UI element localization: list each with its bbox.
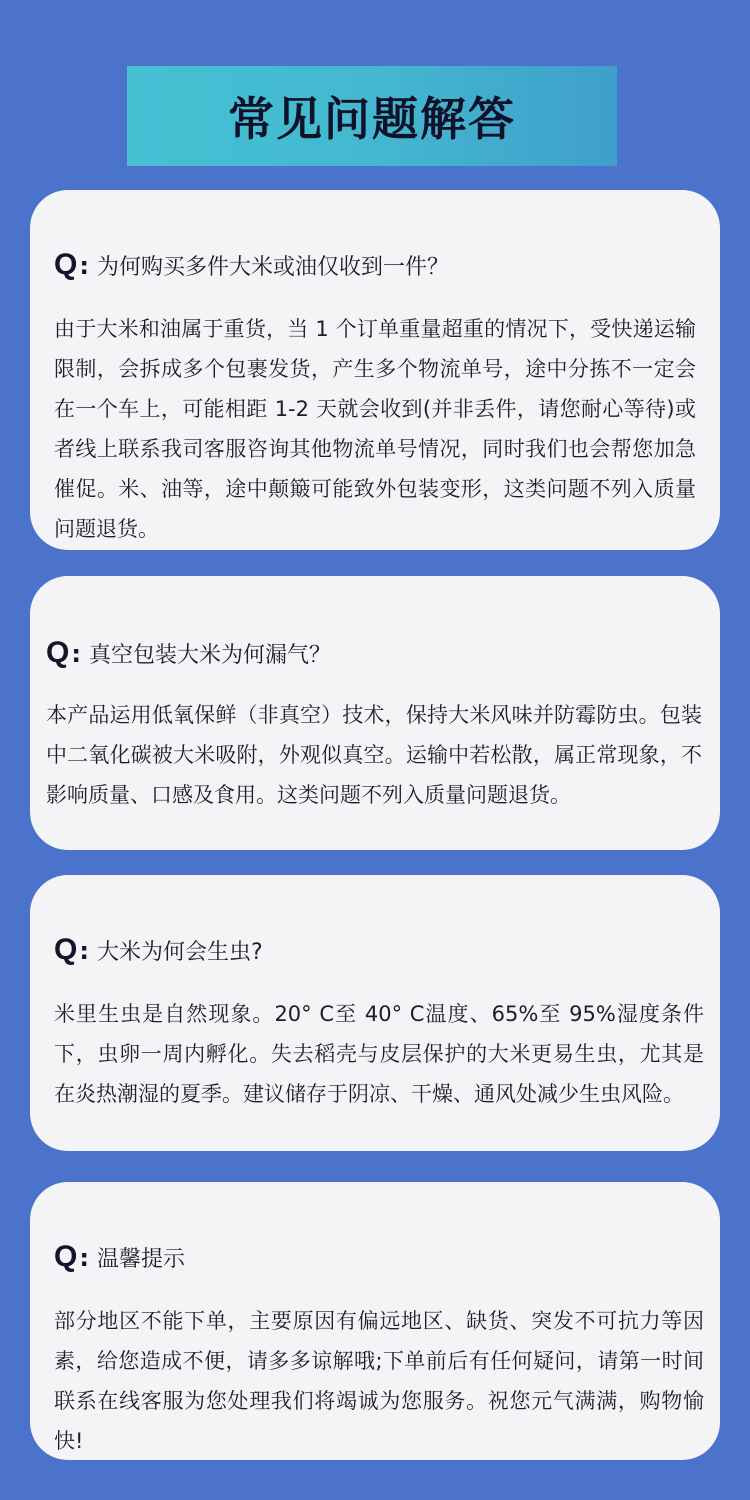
q-label: Q (54, 1240, 78, 1273)
title-banner (127, 66, 617, 166)
faq-card-3 (30, 875, 720, 1151)
page-title: 常见问题解答 (228, 92, 516, 146)
q-label: Q (54, 248, 78, 281)
faq-question-row (54, 933, 263, 967)
faq-question: 真空包装大米为何漏气？ (88, 643, 331, 668)
faq-answer: 本产品运用低氧保鲜（非真空）技术，保持大米风味并防霉防虫。包装中二氧化碳被大米吸附，外观似真空。运输中若松散，属正常现象，不影响质量、口感及食用。这类问题不列入质量问题退货。 (46, 703, 702, 807)
q-colon: : (71, 640, 81, 668)
q-colon: : (79, 937, 89, 965)
faq-answer: 由于大米和油属于重货，当 1 个订单重量超重的情况下，受快递运输限制，会拆成多个包裹发货，产生多个物流单号，途中分拣不一定会在一个车上，可能相距 1-2 天就会收到(并非丢件，请您耐心等待)或者线上联系我司客服咨询其他物流单号情况，同时我们也会帮您加急催促。米、油等，途中颠簸可能致外包装变形，这类问题不列入质量问题退货。 (54, 317, 696, 541)
faq-question-row (54, 248, 449, 282)
faq-card-4 (30, 1182, 720, 1460)
faq-question-row (46, 636, 331, 670)
q-colon: : (79, 252, 89, 280)
faq-answer: 米里生虫是自然现象。20° C至 40° C温度、65%至 95%湿度条件下，虫卵一周内孵化。失去稻壳与皮层保护的大米更易生虫，尤其是在炎热潮湿的夏季。建议储存于阴凉、干燥、通风处减少生虫风险。 (54, 1002, 704, 1106)
faq-question: 大米为何会生虫? (96, 940, 263, 965)
q-label: Q (46, 636, 70, 669)
faq-question: 为何购买多件大米或油仅收到一件？ (96, 255, 449, 280)
q-label: Q (54, 933, 78, 966)
faq-question: 温馨提示 (96, 1247, 185, 1272)
faq-answer: 部分地区不能下单，主要原因有偏远地区、缺货、突发不可抗力等因素，给您造成不便，请多多谅解哦;下单前后有任何疑问，请第一时间联系在线客服为您处理我们将竭诚为您服务。祝您元气满满，购物愉快! (54, 1309, 704, 1453)
faq-card-1 (30, 190, 720, 550)
faq-question-row (54, 1240, 185, 1274)
faq-card-2 (30, 576, 720, 850)
q-colon: : (79, 1244, 89, 1272)
